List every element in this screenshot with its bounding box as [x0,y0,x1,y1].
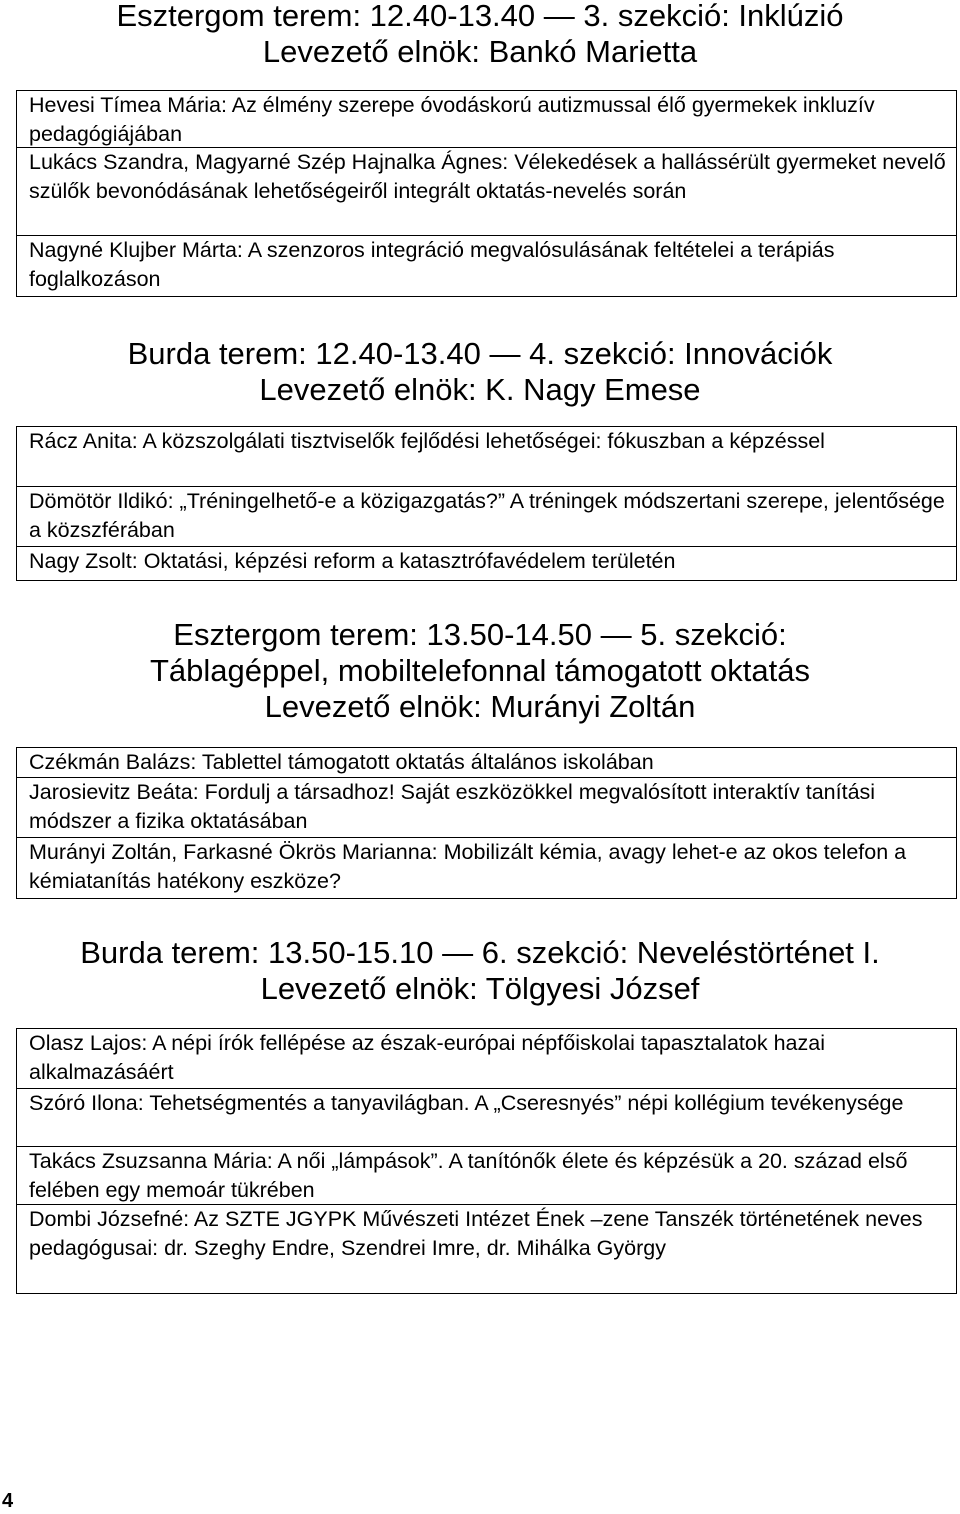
talk-item: Lukács Szandra, Magyarné Szép Hajnalka Ágnes: Vélekedések a hallássérült gyermeket nevelő szülők bevonódásának lehetőségeiről integrált oktatás-nevelés során [17,148,956,236]
section-chair: Levezető elnök: Bankó Marietta [262,34,698,69]
talk-item: Hevesi Tímea Mária: Az élmény szerepe óvodáskorú autizmussal élő gyermekek inkluzív pedagógiájában [17,91,956,148]
talk-item: Dombi Józsefné: Az SZTE JGYPK Művészeti Intézet Ének –zene Tanszék történetének neves pedagógusai: dr. Szeghy Endre, Szendrei Imre, dr. Mihálka György [29,1207,923,1260]
section-4-talk-list [16,426,957,581]
section-heading: Esztergom terem: 12.40-13.40 — 3. szekció: Inklúzió [116,0,844,33]
section-heading: Esztergom terem: 13.50-14.50 — 5. szekció: [173,617,787,652]
talk-item: Nagy Zsolt: Oktatási, képzési reform a katasztrófavédelem területén [29,549,676,573]
section-4-header [0,336,960,408]
section-3-talk-list [16,90,957,297]
talk-item: Jarosievitz Beáta: Fordulj a társadhoz! Saját eszközökkel megvalósított interaktív tanítási módszer a fizika oktatásában [17,778,956,838]
section-5-header [0,617,960,725]
section-3-header [0,0,960,70]
section-heading: Burda terem: 12.40-13.40 — 4. szekció: Innovációk [127,336,833,371]
talk-item: Olasz Lajos: A népi írók fellépése az észak-európai népfőiskolai tapasztalatok hazai alkalmazásáért [17,1029,956,1089]
section-6-header [0,935,960,1007]
section-chair: Levezető elnök: Murányi Zoltán [264,689,696,724]
talk-item: Czékmán Balázs: Tablettel támogatott oktatás általános iskolában [17,748,956,778]
talk-item: Nagyné Klujber Márta: A szenzoros integráció megvalósulásának feltételei a terápiás foglalkozáson [29,238,835,291]
page-number: 4 [2,1490,14,1512]
talk-item: Murányi Zoltán, Farkasné Ökrös Marianna: Mobilizált kémia, avagy lehet-e az okos telefon a kémiatanítás hatékony eszköze? [29,840,907,893]
section-chair: Levezető elnök: Tölgyesi József [260,971,700,1006]
talk-item: Takács Zsuzsanna Mária: A női „lámpások”. A tanítónők élete és képzésük a 20. század első felében egy memoár tükrében [17,1147,956,1205]
talk-item: Dömötör Ildikó: „Tréningelhető-e a közigazgatás?” A tréningek módszertani szerepe, jelentősége a közszférában [17,487,956,547]
section-chair: Levezető elnök: K. Nagy Emese [259,372,701,407]
section-title: Táblagéppel, mobiltelefonnal támogatott oktatás [149,653,811,688]
talk-item: Szóró Ilona: Tehetségmentés a tanyavilágban. A „Cseresnyés” népi kollégium tevékenysége [17,1089,956,1147]
section-heading: Burda terem: 13.50-15.10 — 6. szekció: Neveléstörténet I. [80,935,880,970]
section-5-talk-list [16,747,957,899]
section-6-talk-list [16,1028,957,1294]
talk-item: Rácz Anita: A közszolgálati tisztviselők fejlődési lehetőségei: fókuszban a képzéssel [17,427,956,487]
